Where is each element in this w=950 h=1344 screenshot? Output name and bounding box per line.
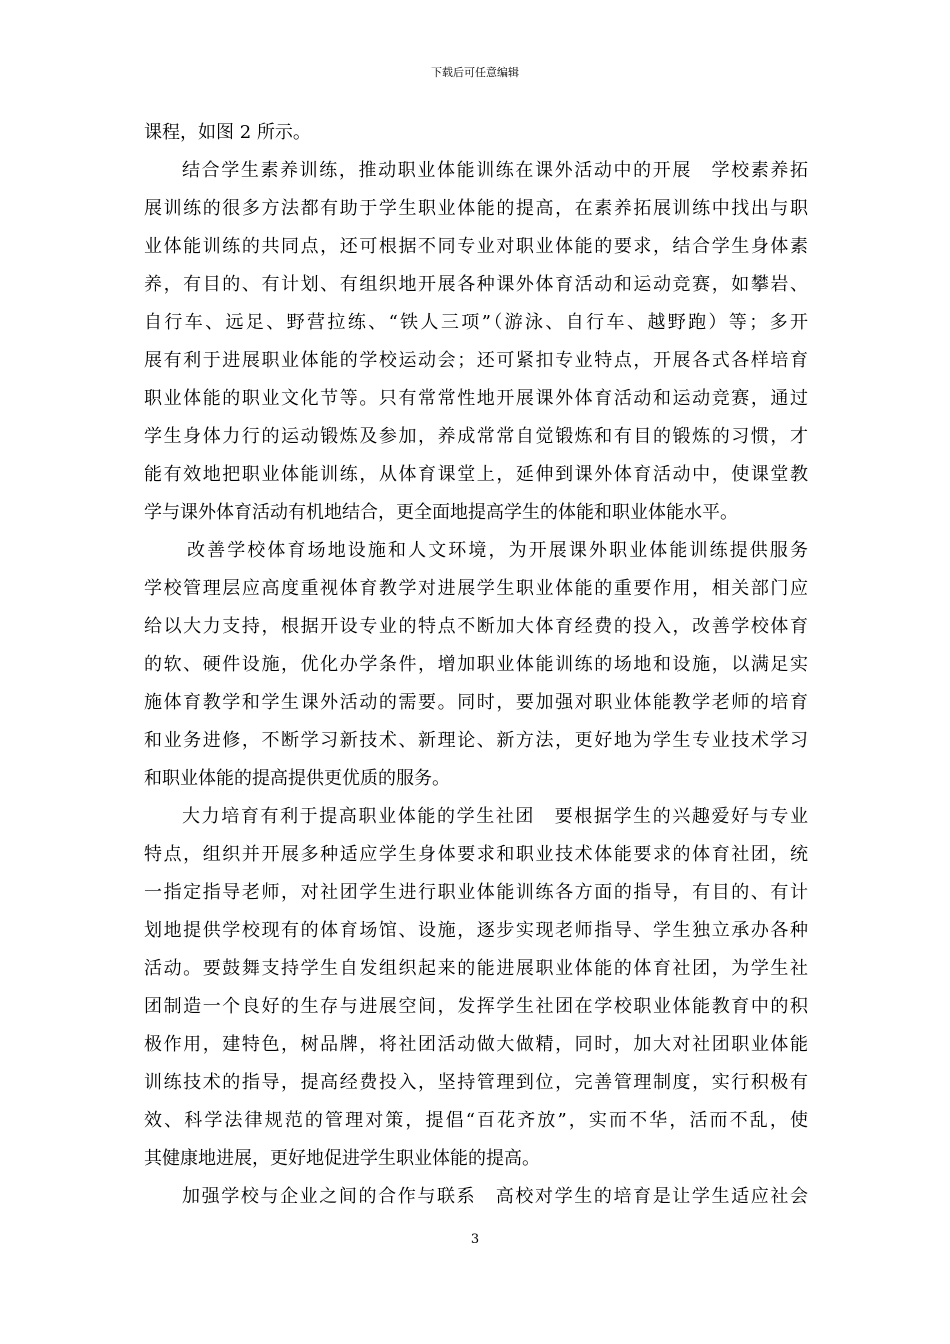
text-line: 团制造一个良好的生存与进展空间，发挥学生社团在学校职业体能教育中的积 <box>144 996 808 1017</box>
text-line: 施体育教学和学生课外活动的需要。同时，要加强对职业体能教学老师的培育 <box>144 692 808 713</box>
text-line: 其健康地进展，更好地促进学生职业体能的提高。 <box>144 1148 540 1169</box>
text-line: 划地提供学校现有的体育场馆、设施，逐步实现老师指导、学生独立承办各种 <box>144 920 808 941</box>
text-line: 特点，组织并开展多种适应学生身体要求和职业技术体能要求的体育社团，统 <box>144 844 808 865</box>
text-line: 职业体能的职业文化节等。只有常常性地开展课外体育活动和运动竞赛，通过 <box>144 388 808 409</box>
text-line: 能有效地把职业体能训练，从体育课堂上，延伸到课外体育活动中，使课堂教 <box>144 464 808 485</box>
text-line: 效、科学法律规范的管理对策，提倡“百花齐放”，实而不华，活而不乱，使 <box>144 1110 808 1131</box>
text-line: 课程，如图 2 所示。 <box>144 122 311 143</box>
text-line: 业体能训练的共同点，还可根据不同专业对职业体能的要求，结合学生身体素 <box>144 236 808 257</box>
text-line: 改善学校体育场地设施和人文环境，为开展课外职业体能训练提供服务 <box>187 540 808 561</box>
text-line: 训练技术的指导，提高经费投入，坚持管理到位，完善管理制度，实行积极有 <box>144 1072 808 1093</box>
text-line: 一指定指导老师，对社团学生进行职业体能训练各方面的指导，有目的、有计 <box>144 882 808 903</box>
text-line: 给以大力支持，根据开设专业的特点不断加大体育经费的投入，改善学校体育 <box>144 616 808 637</box>
text-line: 展有利于进展职业体能的学校运动会；还可紧扣专业特点，开展各式各样培育 <box>144 350 808 371</box>
text-line: 结合学生素养训练，推动职业体能训练在课外活动中的开展 学校素养拓 <box>182 160 808 181</box>
text-line: 养，有目的、有计划、有组织地开展各种课外体育活动和运动竞赛，如攀岩、 <box>144 274 808 295</box>
text-line: 加强学校与企业之间的合作与联系 高校对学生的培育是让学生适应社会 <box>182 1186 808 1207</box>
text-line: 学生身体力行的运动锻炼及参加，养成常常自觉锻炼和有目的锻炼的习惯，才 <box>144 426 808 447</box>
text-line: 大力培育有利于提高职业体能的学生社团 要根据学生的兴趣爱好与专业 <box>182 806 808 827</box>
text-line: 活动。要鼓舞支持学生自发组织起来的能进展职业体能的体育社团，为学生社 <box>144 958 808 979</box>
text-line: 展训练的很多方法都有助于学生职业体能的提高，在素养拓展训练中找出与职 <box>144 198 808 219</box>
text-line: 自行车、远足、野营拉练、“铁人三项”（游泳、自行车、越野跑）等；多开 <box>144 312 808 333</box>
text-line: 学校管理层应高度重视体育教学对进展学生职业体能的重要作用，相关部门应 <box>144 578 808 599</box>
text-line: 和职业体能的提高提供更优质的服务。 <box>144 768 450 789</box>
text-line: 学与课外体育活动有机地结合，更全面地提高学生的体能和职业体能水平。 <box>144 502 738 523</box>
text-line: 的软、硬件设施，优化办学条件，增加职业体能训练的场地和设施，以满足实 <box>144 654 808 675</box>
page-header-note: 下载后可任意编辑 <box>431 66 519 79</box>
text-line: 极作用，建特色，树品牌，将社团活动做大做精，同时，加大对社团职业体能 <box>144 1034 808 1055</box>
text-line: 和业务进修，不断学习新技术、新理论、新方法，更好地为学生专业技术学习 <box>144 730 808 751</box>
page-number: 3 <box>470 1232 480 1247</box>
